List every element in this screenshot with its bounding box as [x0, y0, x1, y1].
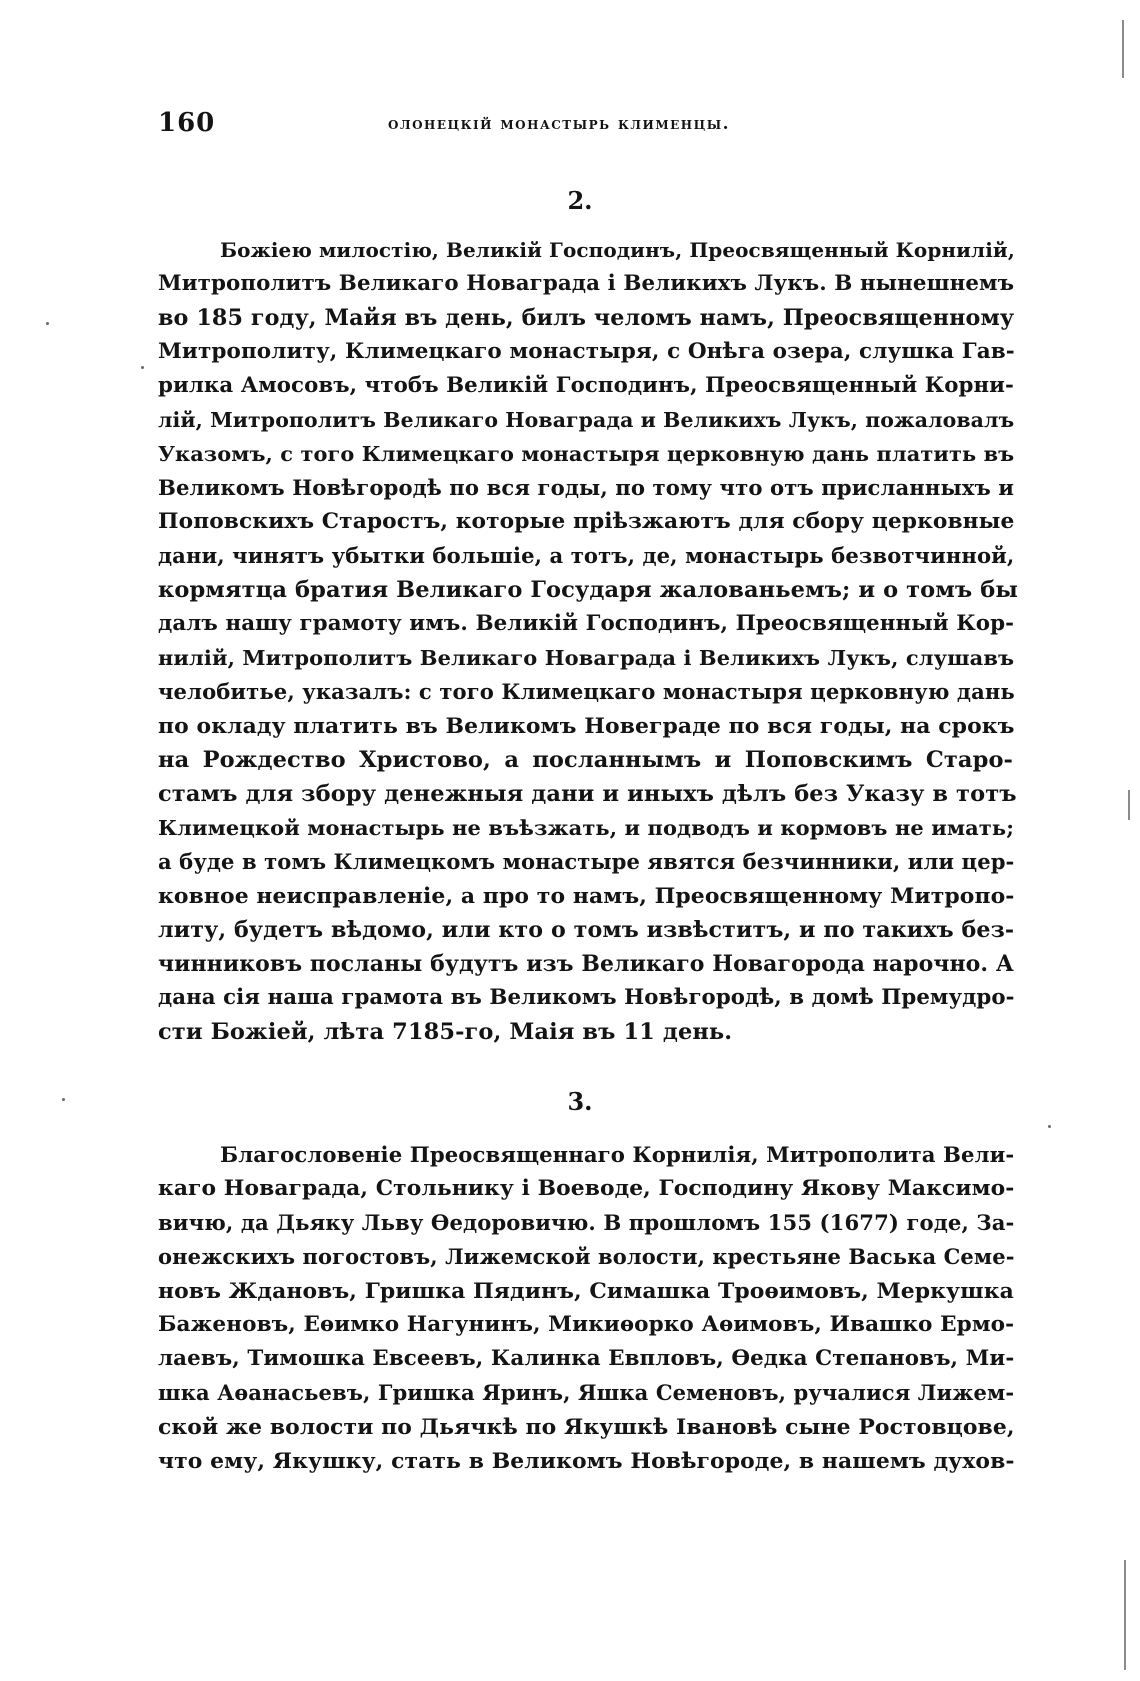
text-line: Божіею милостію, Великій Господинъ, Преосвященный Корнилій, — [220, 238, 1015, 262]
text-line: сти Божіей, лѣта 7185-го, Маія въ 11 день. — [158, 1019, 733, 1045]
scan-speck — [1048, 1125, 1051, 1128]
text-line: вичю, да Дьяку Льву Өедоровичю. В прошломъ 155 (1677) годе, За- — [158, 1210, 1015, 1235]
page-number: 160 — [158, 108, 216, 138]
text-line: нилій, Митрополитъ Великаго Новаграда і Великихъ Лукъ, слушавъ — [158, 645, 1015, 670]
text-line: Баженовъ, Еѳимко Нагунинъ, Микиѳорко Аѳимовъ, Ивашко Ермо- — [158, 1312, 1015, 1337]
running-head — [158, 108, 1013, 148]
text-line: рилка Амосовъ, чтобъ Великій Господинъ, Преосвященный Корни- — [158, 373, 1014, 398]
text-line: шка Аѳанасьевъ, Гришка Яринъ, Яшка Семеновъ, ручалися Лижем- — [158, 1380, 1015, 1405]
text-line: а буде в томъ Климецкомъ монастыре явятся безчинники, или цер- — [158, 849, 1015, 874]
text-line: лаевъ, Тимошка Евсеевъ, Калинка Евпловъ, Өедка Степановъ, Ми- — [158, 1346, 1015, 1371]
text-line: Поповскихъ Старостъ, которые пріѣзжаютъ для сбору церковные — [158, 509, 1015, 534]
scan-edge-mark — [1128, 790, 1130, 820]
section-number-3: 3. — [567, 1087, 593, 1116]
text-line: каго Новаграда, Стольнику і Воеводе, Господину Якову Максимо- — [158, 1176, 1015, 1201]
text-line: онежскихъ погостовъ, Лижемской волости, крестьяне Васька Семе- — [158, 1244, 1015, 1269]
document-2-text — [158, 233, 1018, 1049]
text-line: челобитье, указалъ: с того Климецкаго монастыря церковную дань — [158, 679, 1015, 704]
text-line: лій, Митрополитъ Великаго Новаграда и Великихъ Лукъ, пожаловалъ — [158, 408, 1015, 432]
text-line: дана сія наша грамота въ Великомъ Новѣгородѣ, в домѣ Премудро- — [158, 985, 1015, 1010]
text-line: дани, чинятъ убытки большіе, а тотъ, де, монастырь безвотчинной, — [158, 543, 1015, 568]
document-3-text — [158, 1138, 1013, 1478]
text-line: кормятца братия Великаго Государя жалованьемъ; и о томъ бы — [158, 577, 1018, 603]
text-line: Великомъ Новѣгородѣ по вся годы, по тому что отъ присланныхъ и — [158, 475, 1015, 500]
scan-speck — [141, 366, 144, 369]
text-line: Благословеніе Преосвященнаго Корнилія, Митрополита Вели- — [220, 1142, 1015, 1167]
text-line: по окладу платить въ Великомъ Новеграде по вся годы, на срокъ — [158, 713, 1015, 739]
section-number-2: 2. — [567, 186, 593, 215]
text-line: что ему, Якушку, стать в Великомъ Новѣгороде, в нашемъ духов- — [158, 1448, 1015, 1474]
scan-edge-mark — [1122, 20, 1124, 78]
text-line: ковное неисправленіе, а про то намъ, Преосвященному Митропо- — [158, 883, 1015, 909]
text-line: чинниковъ посланы будутъ изъ Великаго Новагорода нарочно. А — [158, 951, 1014, 977]
scan-edge-mark — [1124, 1560, 1126, 1670]
text-line: далъ нашу грамоту имъ. Великій Господинъ, Преосвященный Кор- — [158, 611, 1015, 636]
text-line: новъ Ждановъ, Гришка Пядинъ, Симашка Троѳимовъ, Меркушка — [158, 1278, 1014, 1304]
text-line: Указомъ, с того Климецкаго монастыря церковную дань платить въ — [158, 441, 1015, 466]
text-line: ской же волости по Дьячкѣ по Якушкѣ Івановѣ сыне Ростовцове, — [158, 1414, 1015, 1440]
text-line: на Рождество Христово, а посланнымъ и Поповскимъ Старо- — [158, 747, 1013, 773]
running-title: олонецкій монастырь клименцы. — [388, 114, 731, 134]
text-line: Митрополитъ Великаго Новаграда і Великихъ Лукъ. В нынешнемъ — [158, 271, 1015, 296]
text-line: литу, будетъ вѣдомо, или кто о томъ извѣститъ, и по такихъ без- — [158, 917, 1015, 943]
text-line: во 185 году, Майя въ день, билъ челомъ намъ, Преосвященному — [158, 305, 1015, 331]
text-line: стамъ для збору денежныя дани и иныхъ дѣлъ без Указу в тотъ — [158, 781, 1017, 807]
scan-speck — [62, 1098, 65, 1101]
scan-speck — [46, 322, 49, 325]
text-line: Климецкой монастырь не въѣзжать, и подводъ и кормовъ не имать; — [158, 815, 1015, 840]
text-line: Митрополиту, Климецкаго монастыря, с Онѣга озера, слушка Гав- — [158, 339, 1015, 364]
